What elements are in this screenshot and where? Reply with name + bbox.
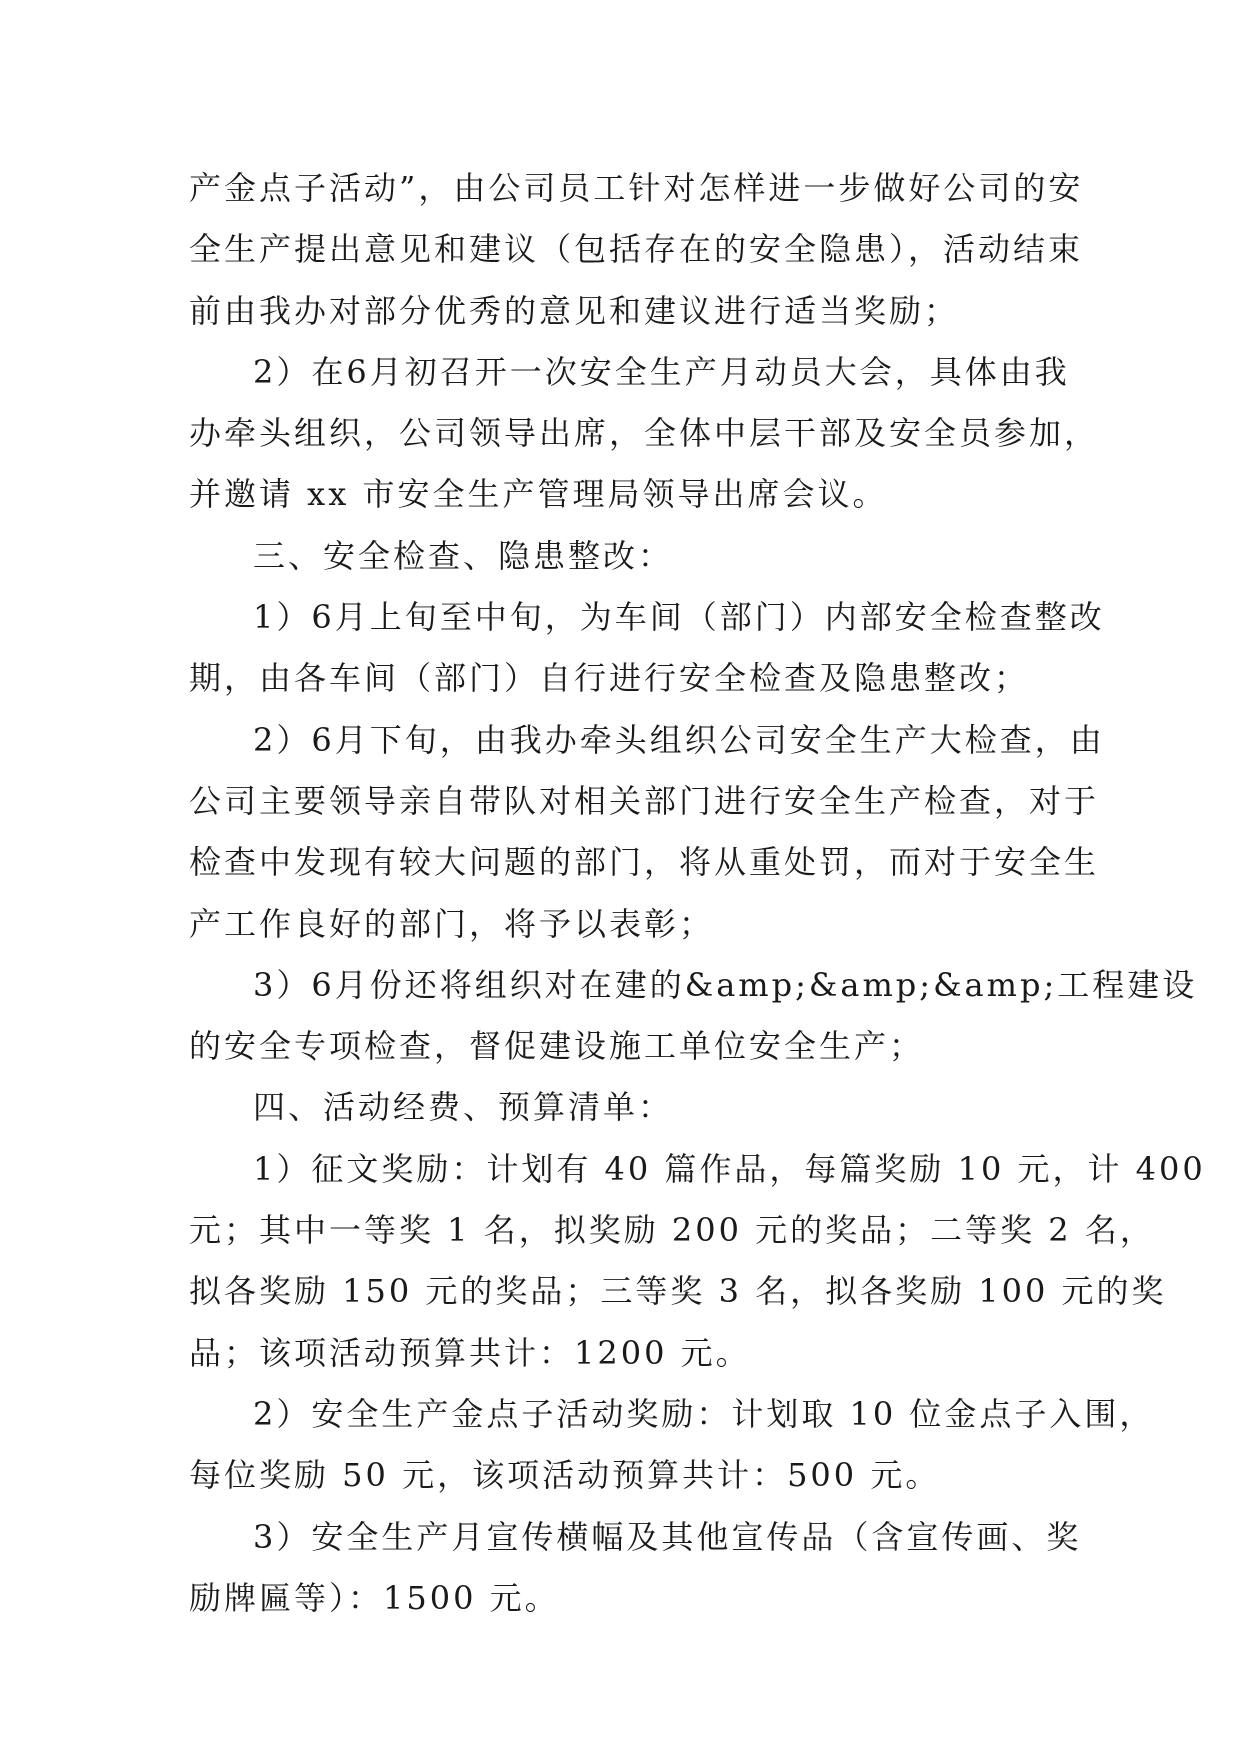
text-line: 产金点子活动”，由公司员工针对怎样进一步做好公司的安 (189, 169, 1084, 207)
text-line: 每位奖励 50 元，该项活动预算共计：500 元。 (189, 1456, 941, 1495)
section-heading: 三、安全检查、隐患整改： (253, 536, 674, 575)
text-line: 1）6月上旬至中旬，为车间（部门）内部安全检查整改 (253, 598, 1105, 637)
text-line: 公司主要领导亲自带队对相关部门进行安全生产检查，对于 (189, 781, 1100, 820)
text-line: 并邀请 xx 市安全生产管理局领导出席会议。 (189, 475, 888, 514)
section-heading: 四、活动经费、预算清单： (253, 1088, 674, 1127)
text-line: 期，由各车间（部门）自行进行安全检查及隐患整改； (189, 659, 1030, 698)
text-line: 3）安全生产月宣传横幅及其他宣传品（含宣传画、奖 (253, 1517, 1082, 1556)
text-line: 检查中发现有较大问题的部门，将从重处罚，而对于安全生 (189, 843, 1100, 882)
text-line: 1）征文奖励：计划有 40 篇作品，每篇奖励 10 元，计 400 (253, 1149, 1206, 1188)
text-line: 的安全专项检查，督促建设施工单位安全生产； (189, 1027, 925, 1066)
text-line: 拟各奖励 150 元的奖品；三等奖 3 名，拟各奖励 100 元的奖 (189, 1272, 1167, 1311)
text-line: 品；该项活动预算共计：1200 元。 (189, 1333, 751, 1372)
text-line: 2）6月下旬，由我办牵头组织公司安全生产大检查，由 (253, 720, 1105, 759)
text-line: 产工作良好的部门，将予以表彰； (189, 904, 715, 943)
text-line: 前由我办对部分优秀的意见和建议进行适当奖励； (189, 291, 960, 330)
text-line: 励牌匾等）：1500 元。 (189, 1578, 560, 1617)
text-line: 元；其中一等奖 1 名，拟奖励 200 元的奖品；二等奖 2 名， (189, 1211, 1155, 1250)
text-line: 全生产提出意见和建议（包括存在的安全隐患），活动结束 (189, 230, 1084, 269)
body-text (189, 158, 1206, 1629)
text-line: 2）安全生产金点子活动奖励：计划取 10 位金点子入围， (253, 1394, 1155, 1433)
text-line: 办牵头组织，公司领导出席，全体中层干部及安全员参加， (189, 414, 1100, 453)
text-line: 2）在6月初召开一次安全生产月动员大会，具体由我 (253, 352, 1070, 391)
text-line: 3）6月份还将组织对在建的&amp;&amp;&amp;工程建设 (253, 965, 1198, 1004)
